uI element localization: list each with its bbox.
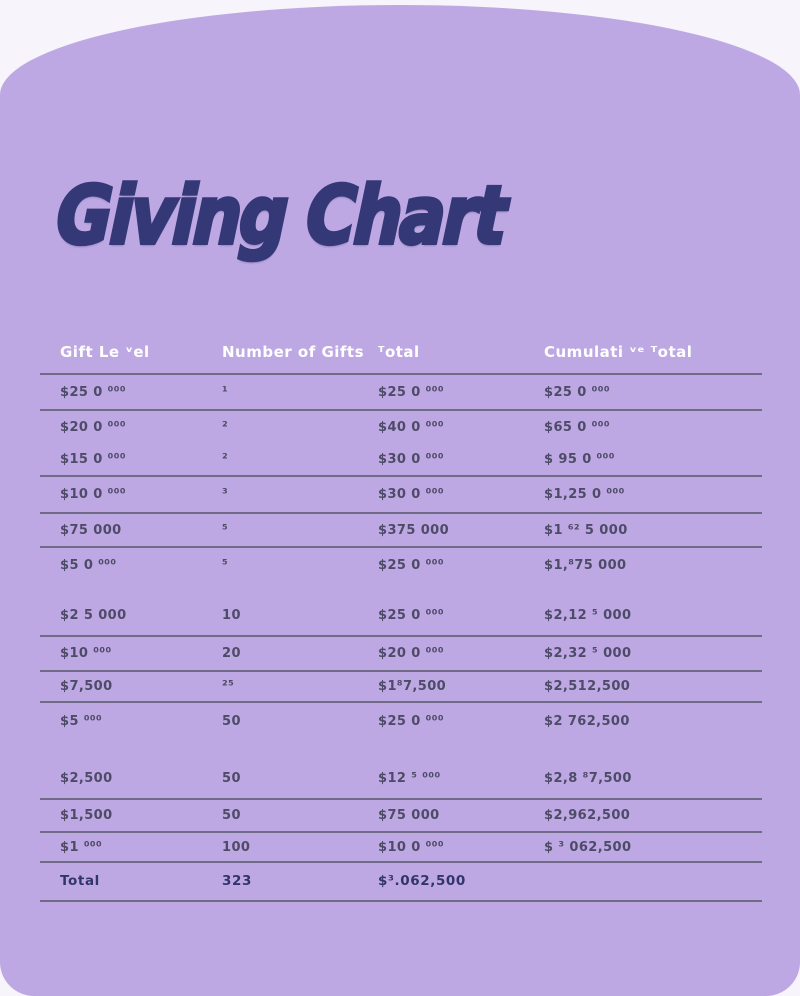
table-row — [40, 514, 762, 548]
number-of-gifts-cell: ² — [222, 452, 229, 467]
total-cell: $25 0 ⁰⁰⁰ — [378, 384, 444, 400]
table-row — [40, 375, 762, 411]
total-cell: $25 0 ⁰⁰⁰ — [378, 557, 444, 573]
total-cell: $20 0 ⁰⁰⁰ — [378, 646, 444, 661]
table-body — [40, 375, 762, 863]
total-cell: $12 ⁵ ⁰⁰⁰ — [378, 770, 441, 786]
number-of-gifts-cell: ² — [222, 420, 229, 435]
cumulative-total-cell: $2,12 ⁵ 000 — [544, 608, 632, 623]
cumulative-total-cell: $ 95 0 ⁰⁰⁰ — [544, 452, 615, 467]
page-title: Giving Chart — [54, 169, 507, 262]
gift-level-cell: $75 000 — [60, 522, 122, 538]
total-cell: $30 0 ⁰⁰⁰ — [378, 452, 444, 467]
gift-level-cell: $1 ⁰⁰⁰ — [60, 839, 103, 855]
number-of-gifts-cell: 20 — [222, 646, 241, 661]
total-label: Total — [60, 872, 100, 889]
table-row — [40, 740, 762, 800]
gift-level-cell: $10 ⁰⁰⁰ — [60, 646, 112, 661]
total-cell: $30 0 ⁰⁰⁰ — [378, 487, 444, 502]
gift-level-cell: $5 ⁰⁰⁰ — [60, 714, 103, 729]
header-total: ᵀotal — [378, 343, 420, 361]
table-row — [40, 637, 762, 672]
number-of-gifts-cell: ²⁵ — [222, 679, 235, 694]
cumulative-total-cell: $ ³ 062,500 — [544, 839, 632, 855]
number-of-gifts-cell: 50 — [222, 770, 241, 786]
gift-level-cell: $2 5 000 — [60, 608, 127, 623]
table-row — [40, 800, 762, 833]
total-cell: $10 0 ⁰⁰⁰ — [378, 839, 444, 855]
cumulative-total-cell: $1,25 0 ⁰⁰⁰ — [544, 487, 625, 502]
gift-level-cell: $15 0 ⁰⁰⁰ — [60, 452, 126, 467]
total-number-of-gifts: 323 — [222, 872, 252, 889]
total-cell: $1⁸7,500 — [378, 679, 447, 694]
number-of-gifts-cell: ³ — [222, 487, 229, 502]
cumulative-total-cell: $2 762,500 — [544, 714, 630, 729]
total-cell: $25 0 ⁰⁰⁰ — [378, 714, 444, 729]
table-row — [40, 672, 762, 703]
header-cumulative-total: Cumulati ᵛᵉ ᵀotal — [544, 343, 693, 361]
cumulative-total-cell: $25 0 ⁰⁰⁰ — [544, 384, 610, 400]
gift-level-cell: $2,500 — [60, 770, 113, 786]
total-cell: $25 0 ⁰⁰⁰ — [378, 608, 444, 623]
table-row — [40, 411, 762, 444]
total-cell: $75 000 — [378, 808, 440, 823]
gift-level-cell: $7,500 — [60, 679, 113, 694]
gift-level-cell: $25 0 ⁰⁰⁰ — [60, 384, 126, 400]
number-of-gifts-cell: ⁵ — [222, 522, 229, 538]
cumulative-total-cell: $65 0 ⁰⁰⁰ — [544, 420, 610, 435]
cumulative-total-cell: $1 ⁶² 5 000 — [544, 522, 628, 538]
cumulative-total-cell: $1,⁸75 000 — [544, 557, 627, 573]
total-cell: $375 000 — [378, 522, 450, 538]
giving-table — [40, 332, 762, 902]
header-number-of-gifts: Number of Gifts — [222, 343, 365, 361]
number-of-gifts-cell: ¹ — [222, 384, 229, 400]
table-header-row — [40, 332, 762, 375]
table-row — [40, 582, 762, 637]
cumulative-total-cell: $2,32 ⁵ 000 — [544, 646, 632, 661]
number-of-gifts-cell: ⁵ — [222, 557, 229, 573]
number-of-gifts-cell: 10 — [222, 608, 241, 623]
number-of-gifts-cell: 50 — [222, 714, 241, 729]
gift-level-cell: $20 0 ⁰⁰⁰ — [60, 420, 126, 435]
cumulative-total-cell: $2,962,500 — [544, 808, 631, 823]
number-of-gifts-cell: 50 — [222, 808, 241, 823]
number-of-gifts-cell: 100 — [222, 839, 251, 855]
cumulative-total-cell: $2,8 ⁸7,500 — [544, 770, 632, 786]
table-row — [40, 833, 762, 863]
table-row — [40, 477, 762, 514]
table-row — [40, 548, 762, 582]
table-row — [40, 444, 762, 477]
total-cell: $40 0 ⁰⁰⁰ — [378, 420, 444, 435]
gift-level-cell: $10 0 ⁰⁰⁰ — [60, 487, 126, 502]
header-gift-level: Gift Le ᵛel — [60, 343, 150, 361]
table-row — [40, 703, 762, 740]
cumulative-total-cell: $2,512,500 — [544, 679, 631, 694]
total-amount: $³.062,500 — [378, 872, 466, 889]
gift-level-cell: $1,500 — [60, 808, 113, 823]
table-total-row — [40, 863, 762, 902]
gift-level-cell: $5 0 ⁰⁰⁰ — [60, 557, 117, 573]
